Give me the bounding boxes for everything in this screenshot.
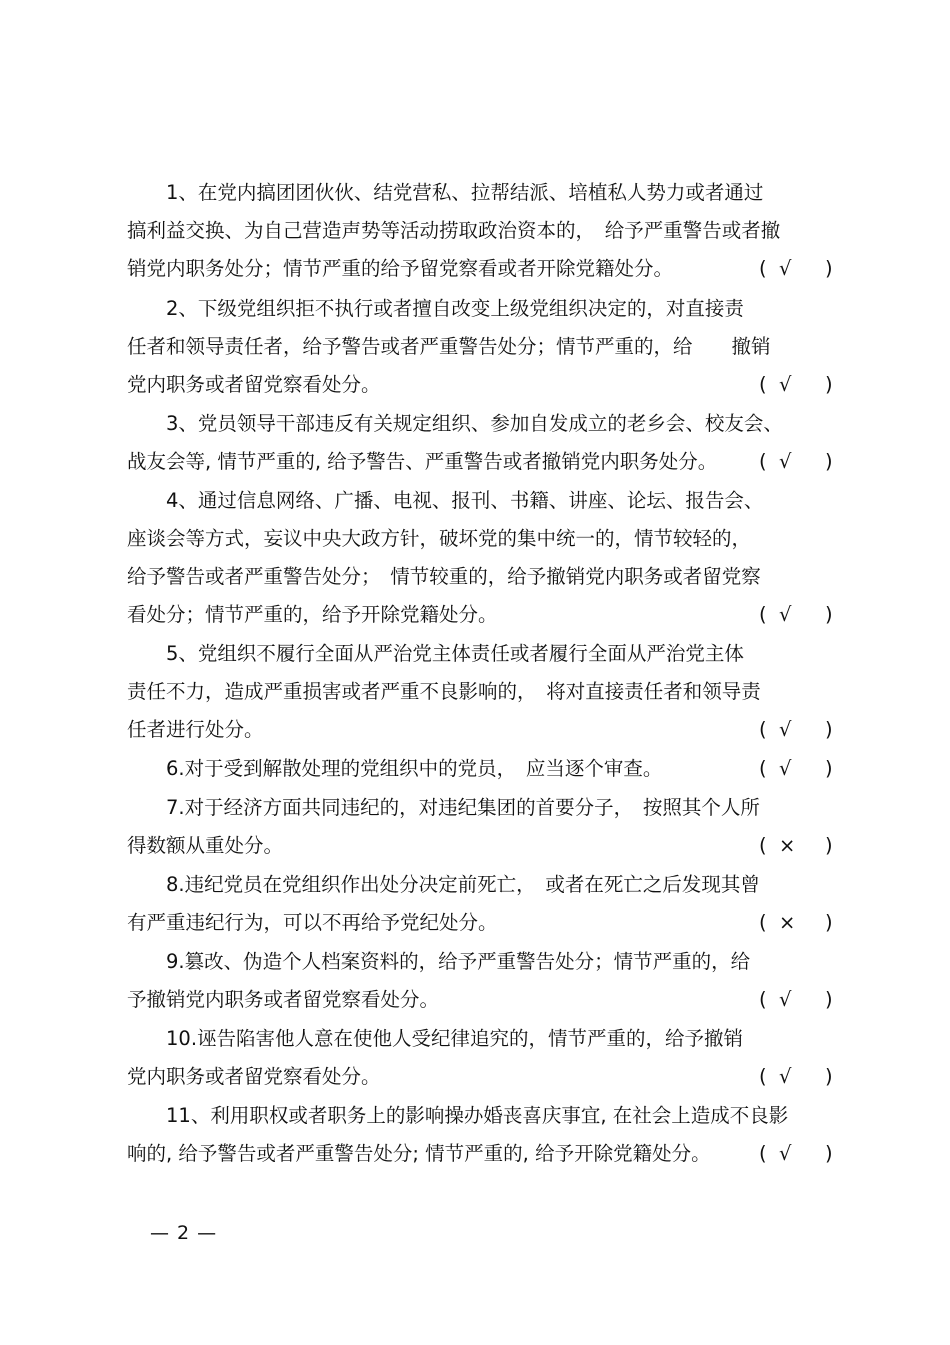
question-8-line-2 — [127, 904, 833, 942]
paren-close: ) — [825, 257, 833, 280]
question-10-line-1 — [127, 1020, 833, 1058]
paren-open: ( — [759, 911, 767, 934]
answer-symbol: √ — [779, 757, 792, 780]
answer-mark — [759, 443, 833, 481]
paren-open: ( — [759, 373, 767, 396]
paren-close: ) — [825, 1065, 833, 1088]
answer-symbol: √ — [779, 603, 792, 626]
question-4-line-1 — [127, 482, 833, 520]
page-number: — 2 — — [150, 1222, 218, 1244]
question-text: 9.篡改、伪造个人档案资料的，给予严重警告处分；情节严重的，给 — [127, 950, 751, 973]
paren-close: ) — [825, 911, 833, 934]
question-text: 1、在党内搞团团伙伙、结党营私、拉帮结派、培植私人势力或者通过 — [127, 181, 764, 204]
paren-open: ( — [759, 603, 767, 626]
paren-open: ( — [759, 718, 767, 741]
question-text: 6.对于受到解散处理的党组织中的党员， 应当逐个审查。 — [127, 757, 663, 780]
answer-symbol: √ — [779, 257, 792, 280]
question-text: 8.违纪党员在党组织作出处分决定前死亡， 或者在死亡之后发现其曾 — [127, 873, 760, 896]
question-text: 责任不力，造成严重损害或者严重不良影响的， 将对直接责任者和领导责 — [127, 680, 761, 703]
paren-close: ) — [825, 757, 833, 780]
question-4-line-2 — [127, 520, 833, 558]
question-11-line-1 — [127, 1097, 833, 1135]
answer-mark — [759, 827, 833, 865]
question-text: 任者进行处分。 — [127, 718, 264, 741]
paren-close: ) — [825, 988, 833, 1011]
question-text: 任者和领导责任者，给予警告或者严重警告处分；情节严重的，给 撤销 — [127, 335, 771, 358]
question-2-line-3 — [127, 366, 833, 404]
question-text: 11、利用职权或者职务上的影响操办婚丧喜庆事宜, 在社会上造成不良影 — [127, 1104, 789, 1127]
answer-mark — [759, 596, 833, 634]
question-text: 10.诬告陷害他人意在使他人受纪律追究的，情节严重的，给予撤销 — [127, 1027, 744, 1050]
answer-mark — [759, 904, 833, 942]
question-text: 7.对于经济方面共同违纪的，对违纪集团的首要分子， 按照其个人所 — [127, 796, 760, 819]
question-text: 党内职务或者留党察看处分。 — [127, 373, 381, 396]
question-text: 予撤销党内职务或者留党察看处分。 — [127, 988, 440, 1011]
question-text: 搞利益交换、为自己营造声势等活动捞取政治资本的， 给予严重警告或者撤 — [127, 219, 781, 242]
answer-symbol: √ — [779, 1142, 792, 1165]
question-1-line-2 — [127, 212, 833, 250]
answer-mark — [759, 750, 833, 788]
question-3-line-1 — [127, 405, 833, 443]
answer-symbol: √ — [779, 1065, 792, 1088]
question-text: 看处分；情节严重的，给予开除党籍处分。 — [127, 603, 498, 626]
answer-symbol: √ — [779, 373, 792, 396]
answer-mark — [759, 250, 833, 288]
question-text: 3、党员领导干部违反有关规定组织、参加自发成立的老乡会、校友会、 — [127, 412, 783, 435]
question-8-line-1 — [127, 866, 833, 904]
paren-open: ( — [759, 257, 767, 280]
paren-close: ) — [825, 718, 833, 741]
question-text: 座谈会等方式，妄议中央大政方针，破坏党的集中统一的，情节较轻的， — [127, 527, 752, 550]
paren-close: ) — [825, 603, 833, 626]
paren-open: ( — [759, 834, 767, 857]
answer-mark — [759, 366, 833, 404]
question-2-line-1 — [127, 290, 833, 328]
paren-open: ( — [759, 1142, 767, 1165]
answer-mark — [759, 1058, 833, 1096]
question-text: 响的, 给予警告或者严重警告处分; 情节严重的, 给予开除党籍处分。 — [127, 1142, 711, 1165]
paren-close: ) — [825, 450, 833, 473]
paren-close: ) — [825, 373, 833, 396]
question-2-line-2 — [127, 328, 833, 366]
question-5-line-2 — [127, 673, 833, 711]
question-5-line-3 — [127, 711, 833, 749]
question-11-line-2 — [127, 1135, 833, 1173]
question-9-line-1 — [127, 943, 833, 981]
question-text: 4、通过信息网络、广播、电视、报刊、书籍、讲座、论坛、报告会、 — [127, 489, 764, 512]
question-1-line-3 — [127, 250, 833, 288]
paren-open: ( — [759, 757, 767, 780]
question-1-line-1 — [127, 174, 833, 212]
question-text: 2、下级党组织拒不执行或者擅自改变上级党组织决定的，对直接责 — [127, 297, 744, 320]
question-6-line-1 — [127, 750, 833, 788]
paren-open: ( — [759, 988, 767, 1011]
question-4-line-4 — [127, 596, 833, 634]
paren-open: ( — [759, 450, 767, 473]
answer-mark — [759, 1135, 833, 1173]
question-text: 给予警告或者严重警告处分； 情节较重的，给予撤销党内职务或者留党察 — [127, 565, 761, 588]
question-7-line-1 — [127, 789, 833, 827]
question-text: 战友会等, 情节严重的, 给予警告、严重警告或者撤销党内职务处分。 — [127, 450, 718, 473]
paren-close: ) — [825, 834, 833, 857]
answer-mark — [759, 711, 833, 749]
question-5-line-1 — [127, 635, 833, 673]
question-text: 有严重违纪行为，可以不再给予党纪处分。 — [127, 911, 498, 934]
question-text: 销党内职务处分；情节严重的给予留党察看或者开除党籍处分。 — [127, 257, 674, 280]
answer-symbol: √ — [779, 450, 792, 473]
question-text: 5、党组织不履行全面从严治党主体责任或者履行全面从严治党主体 — [127, 642, 744, 665]
question-9-line-2 — [127, 981, 833, 1019]
question-7-line-2 — [127, 827, 833, 865]
answer-symbol: × — [779, 911, 796, 934]
paren-open: ( — [759, 1065, 767, 1088]
answer-symbol: × — [779, 834, 796, 857]
question-text: 党内职务或者留党察看处分。 — [127, 1065, 381, 1088]
answer-symbol: √ — [779, 718, 792, 741]
question-10-line-2 — [127, 1058, 833, 1096]
question-4-line-3 — [127, 558, 833, 596]
answer-symbol: √ — [779, 988, 792, 1011]
paren-close: ) — [825, 1142, 833, 1165]
question-text: 得数额从重处分。 — [127, 834, 284, 857]
answer-mark — [759, 981, 833, 1019]
question-3-line-2 — [127, 443, 833, 481]
